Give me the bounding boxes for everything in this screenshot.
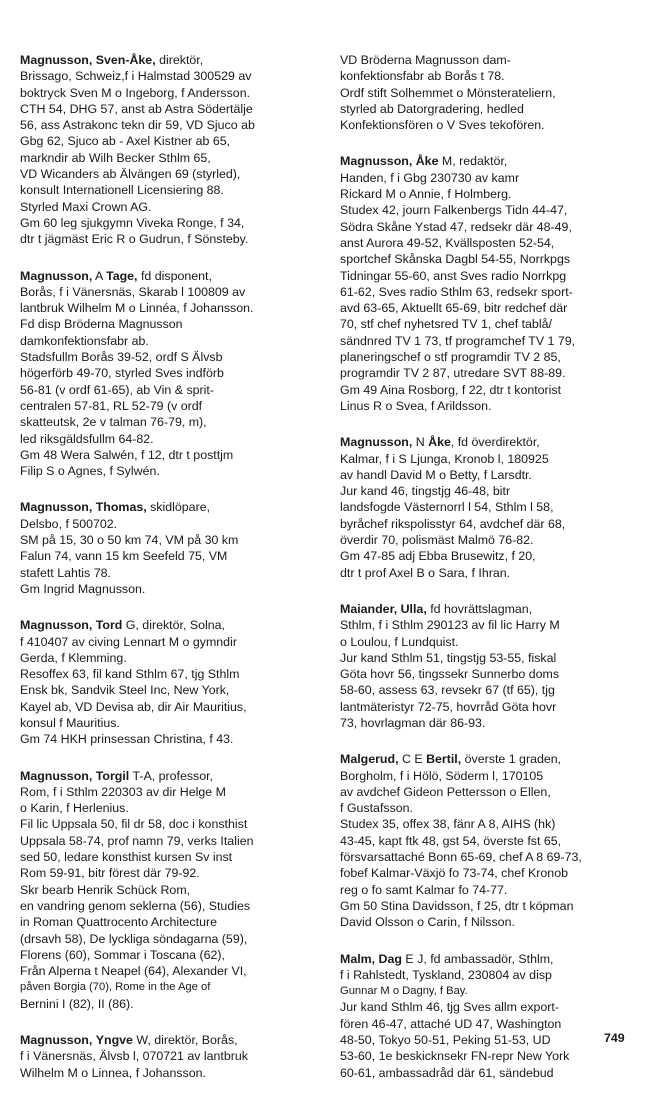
entry-name: Magnusson,	[20, 618, 93, 633]
entry-name: Magnusson,	[20, 768, 93, 783]
entry-name: Magnusson, Thomas,	[20, 500, 147, 515]
entry-continuation: VD Bröderna Magnusson dam- konfektionsfabr ab Borås t 78. Ordf stift Solhemmet o Mönsterateliern, styrled ab Datorgradering, hedled Konfektionsfören o V Sves tekofören.	[340, 53, 556, 133]
entry-sven-ake-magnusson: Magnusson, Sven-Åke, direktör, Brissago, Schweiz,f i Halmstad 300529 av boktryck Sven M o Ingeborg, f Andersson. CTH 54, DHG 57, anst ab Astra Södertälje 56, ass Astrakonc tekn dir 59, VD Sjuco ab Gbg 62, Sjuco ab - Axel Kistner ab 65, markndir ab Wilh Becker Sthlm 65, VD Wicanders ab Älvängen 69 (styrled), konsult Internationell Licensiering 88. Styrled Maxi Crown AG. Gm 60 leg sjukgymn Viveka Ronge, f 34, dtr t jägmäst Eric R o Gudrun, f Sönsteby.	[20, 53, 255, 247]
right-column	[340, 52, 652, 1101]
entry-name: Magnusson,	[340, 435, 413, 450]
entry-tage-magnusson: Magnusson, A Tage, fd disponent, Borås, f i Vänersnäs, Skarab l 100809 av lantbruk Wilhelm M o Linnéa, f Johansson. Fd disp Bröderna Magnusson damkonfektionsfabr ab. Stadsfullm Borås 39-52, ordf S Älvsb högerförb 49-70, styrled Sves indförb 56-81 (v ordf 61-65), ab Vin & sprit- centralen 57-81, RL 52-79 (v ordf skatteutsk, 2e v talman 76-79, m), led riksgäldsfullm 64-82. Gm 48 Wera Salwén, f 12, dtr t posttjm Filip S o Agnes, f Sylwén.	[20, 268, 254, 479]
entry-name: Magnusson, Sven-Åke,	[20, 53, 156, 67]
entry-ake-m-magnusson: Magnusson, Åke M, redaktör, Handen, f i Gbg 230730 av kamr Rickard M o Annie, f Holmberg. Studex 42, journ Falkenbergs Tidn 44-47, Södra Skåne Ystad 47, redsekr där 48-49, anst Aurora 49-52, Kvällsposten 52-54, sportchef Skånska Dagbl 54-55, Norrkpgs Tidningar 55-60, anst Sves radio Norrkpg 61-62, Sves radio Sthlm 63, redsekr sport- avd 63-65, Aktuellt 65-69, bitr redchef där 70, stf chef nyhetsred TV 1, chef tablå/ sändnred TV 1 73, tf programchef TV 1 79, planeringschef o stf programdir TV 2 85, programdir TV 2 87, utredare SVT 88-89. Gm 49 Aina Rosborg, f 22, dtr t kontorist Linus R o Svea, f Arildsson.	[340, 154, 576, 413]
page-number: 749	[604, 1031, 625, 1045]
entry-ulla-maiander: Maiander, Ulla, fd hovrättslagman, Sthlm, f i Sthlm 290123 av fil lic Harry M o Loulou, f Lundquist. Jur kand Sthlm 51, tingstjg 53-55, fiskal Göta hovr 56, tingssekr Sunnerbo doms 58-60, assess 63, revsekr 67 (tf 65), tjg lantmäteristyr 72-75, hovrråd Göta hovr 73, hovrlagman där 86-93.	[340, 601, 560, 730]
entry-ake-n-magnusson: Magnusson, N Åke, fd överdirektör, Kalmar, f i S Ljunga, Kronob l, 180925 av handl David M o Betty, f Larsdtr. Jur kand 46, tingstjg 46-48, bitr landsfogde Västernorrl l 54, Sthlm l 58, byråchef rikspolisstyr 64, avdchef där 68, överdir 70, polismäst Malmö 76-82. Gm 47-85 adj Ebba Brusewitz, f 20, dtr t prof Axel B o Sara, f Ihran.	[340, 435, 566, 580]
entry-name: Malgerud,	[340, 752, 399, 767]
left-column	[20, 52, 320, 1101]
entry-name: Malm, Dag	[340, 951, 402, 966]
entry-name: Maiander, Ulla,	[340, 601, 427, 616]
entry-name: Magnusson,	[20, 1033, 93, 1048]
entry-name: Magnusson,	[20, 268, 93, 283]
entry-name: Magnusson,	[340, 154, 413, 169]
entry-dag-malm: Malm, Dag E J, fd ambassadör, Sthlm, f i Rahlstedt, Tyskland, 230804 av disp Gunnar M o Dagny, f Bay. Jur kand Sthlm 46, tjg Sves allm export- fören 46-47, attaché UD 47, Washington 48-50, Tokyo 50-51, Peking 51-53, UD 53-60, 1e beskicknsekr FN-repr New York 60-61, ambassadråd där 61, sändebud	[340, 951, 570, 1080]
entry-bertil-malgerud: Malgerud, C E Bertil, överste 1 graden, Borgholm, f i Hölö, Söderm l, 170105 av avdchef Gideon Pettersson o Ellen, f Gustafsson. Studex 35, offex 38, fänr A 8, AIHS (hk) 43-45, kapt ftk 48, gst 54, överste fst 65, försvarsattaché Bonn 65-69, chef A 8 69-73, fobef Kalmar-Växjö fo 73-74, chef Kronob reg o fo samt Kalmar fo 74-77. Gm 50 Stina Davidsson, f 25, dtr t köpman David Olsson o Carin, f Nilsson.	[340, 752, 582, 930]
entry-yngve-magnusson: Magnusson, Yngve W, direktör, Borås, f i Vänersnäs, Älvsb l, 070721 av lantbruk Wilhelm M o Linnea, f Johansson.	[20, 1033, 248, 1080]
entry-thomas-magnusson: Magnusson, Thomas, skidlöpare, Delsbo, f 500702. SM på 15, 30 o 50 km 74, VM på 30 km Falun 74, vann 15 km Seefeld 75, VM stafett Lahtis 78. Gm Ingrid Magnusson.	[20, 500, 239, 596]
entry-torgil-magnusson: Magnusson, Torgil T-A, professor, Rom, f i Sthlm 220303 av dir Helge M o Karin, f Herlenius. Fil lic Uppsala 50, fil dr 58, doc i konsthist Uppsala 58-74, prof namn 79, verks Italien sed 50, ledare konsthist kursen Sv inst Rom 59-91, bitr förest där 79-92. Skr bearb Henrik Schück Rom, en vandring genom seklerna (56), Studies in Roman Quattrocento Architecture (drsavh 58), De lyckliga söndagarna (59), Florens (60), Sommar i Toscana (62), Från Alperna t Neapel (64), Alexander VI, påven Borgia (70), Rome in the Age of Bernini I (82), II (86).	[20, 768, 254, 1011]
entry-tord-magnusson: Magnusson, Tord G, direktör, Solna, f 410407 av civing Lennart M o gymndir Gerda, f Klemming. Resoffex 63, fil kand Sthlm 67, tjg Sthlm Ensk bk, Sandvik Steel Inc, New York, Kayel ab, VD Devisa ab, dir Air Mauritius, konsul f Mauritius. Gm 74 HKH prinsessan Christina, f 43.	[20, 618, 247, 747]
